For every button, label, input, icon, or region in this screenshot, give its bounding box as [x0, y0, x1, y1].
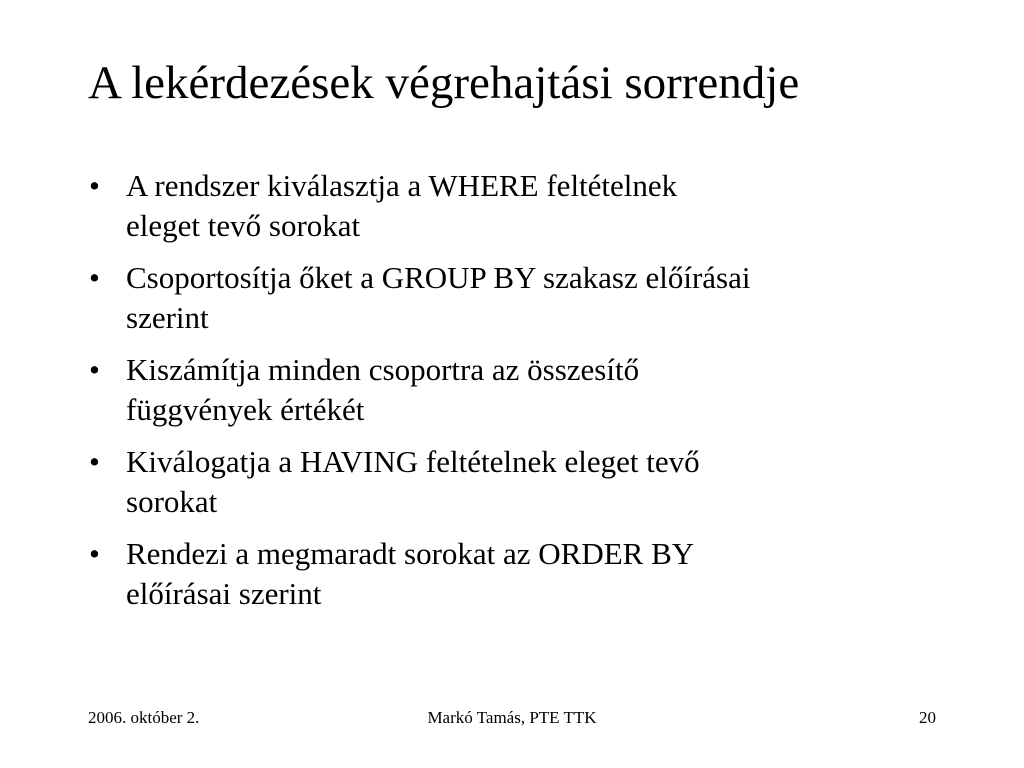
bullet-list	[0, 166, 1024, 626]
bullet-text	[126, 442, 946, 522]
bullet-text	[126, 534, 946, 614]
bullet-line: Kiválogatja a HAVING feltételnek eleget tevő	[126, 444, 700, 479]
bullet-line: függvények értékét	[126, 392, 365, 427]
bullet-line: Rendezi a megmaradt sorokat az ORDER BY	[126, 536, 695, 571]
bullet-item-4	[0, 442, 1024, 522]
bullet-item-1	[0, 166, 1024, 246]
bullet-item-5	[0, 534, 1024, 614]
slide-title: A lekérdezések végrehajtási sorrendje	[88, 57, 800, 109]
footer-author: Markó Tamás, PTE TTK	[427, 708, 597, 727]
bullet-line: Csoportosítja őket a GROUP BY szakasz előírásai	[126, 260, 751, 295]
bullet-line: Kiszámítja minden csoportra az összesítő	[126, 352, 640, 387]
bullet-line: eleget tevő sorokat	[126, 208, 361, 243]
bullet-marker: •	[89, 536, 100, 571]
bullet-line: A rendszer kiválasztja a WHERE feltételnek	[126, 168, 678, 203]
footer-date: 2006. október 2.	[88, 708, 200, 727]
bullet-text	[126, 258, 946, 338]
page-number: 20	[919, 708, 936, 727]
bullet-item-3	[0, 350, 1024, 430]
bullet-text	[126, 166, 946, 246]
bullet-marker: •	[89, 444, 100, 479]
bullet-text	[126, 350, 946, 430]
bullet-marker: •	[89, 260, 100, 295]
bullet-line: szerint	[126, 300, 209, 335]
bullet-line: sorokat	[126, 484, 218, 519]
bullet-line: előírásai szerint	[126, 576, 322, 611]
bullet-item-2	[0, 258, 1024, 338]
bullet-marker: •	[89, 168, 100, 203]
bullet-marker: •	[89, 352, 100, 387]
